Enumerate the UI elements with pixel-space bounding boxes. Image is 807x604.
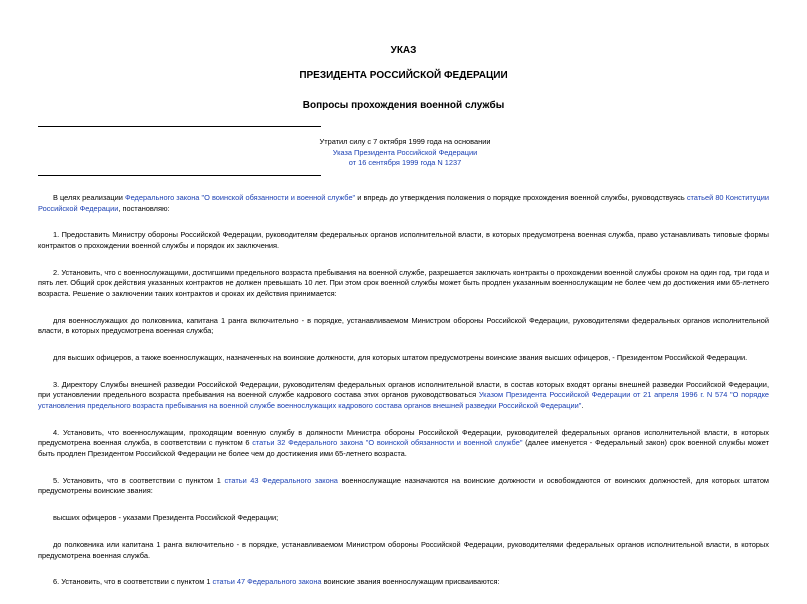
- repeal-decree-date-link[interactable]: от 16 сентября 1999 года N 1237: [348, 158, 462, 167]
- separator-top: [38, 126, 321, 127]
- federal-law-link[interactable]: Федерального закона "О воинской обязанности и военной службе": [124, 193, 356, 202]
- paragraph-5-sub-1: высших офицеров - указами Президента Российской Федерации;: [53, 513, 279, 523]
- law-article-47-link[interactable]: статьи 47 Федерального закона: [212, 577, 322, 587]
- paragraph-1: 1. Предоставить Министру обороны Российской Федерации, руководителям федеральных органов исполнительной власти, в которых предусмотрена военная служба, право устанавливать типовые формы контрактов о прохождении военной службы и порядок их заключения.: [38, 230, 769, 250]
- paragraph-2-sub-2: для высших офицеров, а также военнослужащих, назначенных на воинские должности, для которых штатом предусмотрены воинские звания высших офицеров, - Президентом Российской Федерации.: [53, 353, 748, 363]
- validity-note: [300, 137, 510, 169]
- paragraph-3: 3. Директору Службы внешней разведки Российской Федерации, руководителям федеральных органов исполнительной власти, в состав которых входят органы внешней разведки Российской Федерации, при установлении предельного возраста пребывания на военной службе кадрового состава этих органов руководствоваться Указом Президента Российской Федерации от 21 апреля 1996 г. N 574 "О порядке установления предельного возраста пребывания на военной службе военнослужащих кадрового состава органов внешней разведки Российской Федерации".: [38, 379, 769, 411]
- constitution-article-80-link[interactable]: статьей 80 Конституции Российской Федерации: [38, 193, 769, 213]
- paragraph-2: 2. Установить, что с военнослужащими, достигшими предельного возраста пребывания на военной службе, разрешается заключать контракты о прохождении военной службы сроком на один год, три года и пять лет. Общий срок действия указанных контрактов не должен превышать 10 лет. При этом срок военной службы может быть продлен указанным военнослужащим не более чем до достижения ими 65-летнего возраста. Решение о заключении таких контрактов и сроках их действия принимается:: [38, 267, 769, 298]
- document-subject: Вопросы прохождения военной службы: [302, 100, 505, 111]
- paragraph-4: 4. Установить, что военнослужащим, проходящим военную службу в должности Министра обороны Российской Федерации, руководителей федеральных органов исполнительной власти, в которых предусмотрена военная служба, в соответствии с пунктом 6 статьи 32 Федерального закона "О воинской обязанности и военной службе" (далее именуется - Федеральный закон) срок военной службы может быть продлен Президентом Российской Федерации не более чем до достижения ими 65-летнего возраста.: [38, 427, 770, 459]
- paragraph-6: 6. Установить, что в соответствии с пунктом 1 статьи 47 Федерального закона воинские звания военнослужащим присваиваются:: [53, 577, 500, 587]
- law-article-32-link[interactable]: статьи 32 Федерального закона "О воинской обязанности и военной службе": [252, 438, 523, 448]
- decree-574-link[interactable]: Указом Президента Российской Федерации от 21 апреля 1996 г. N 574 "О порядке установления предельного возраста пребывания на военной службе военнослужащих кадрового состава органов внешней разведки Российской Федерации": [38, 390, 769, 411]
- paragraph-2-sub-1: для военнослужащих до полковника, капитана 1 ранга включительно - в порядке, устанавливаемом Министром обороны Российской Федерации, руководителями федеральных органов исполнительной власти, в которых предусмотрена военная служба;: [38, 315, 769, 336]
- separator-bottom: [38, 175, 321, 176]
- document-body: [38, 193, 769, 604]
- repeal-decree-link[interactable]: Указа Президента Российской Федерации: [332, 147, 478, 157]
- law-article-43-link[interactable]: статьи 43 Федерального закона: [224, 475, 338, 485]
- document-title: УКАЗ: [390, 45, 417, 56]
- paragraph-5: 5. Установить, что в соответствии с пунктом 1 статьи 43 Федерального закона военнослужащие назначаются на воинские должности и освобождаются от воинских должностей, для которых штатом предусмотрены воинские звания:: [38, 475, 770, 496]
- validity-note-text: Утратил силу с 7 октября 1999 года на основании: [319, 137, 491, 146]
- preamble-paragraph: В целях реализации Федерального закона "О воинской обязанности и военной службе" и впредь до утверждения положения о порядке прохождения военной службы, руководствуясь статьей 80 Конституции Российской Федерации, постановляю:: [38, 193, 769, 213]
- document-issuer: ПРЕЗИДЕНТА РОССИЙСКОЙ ФЕДЕРАЦИИ: [299, 70, 508, 81]
- paragraph-5-sub-2: до полковника или капитана 1 ранга включительно - в порядке, устанавливаемом Министром обороны Российской Федерации, руководителями федеральных органов исполнительной власти, в которых предусмотрена военная служба.: [38, 539, 769, 560]
